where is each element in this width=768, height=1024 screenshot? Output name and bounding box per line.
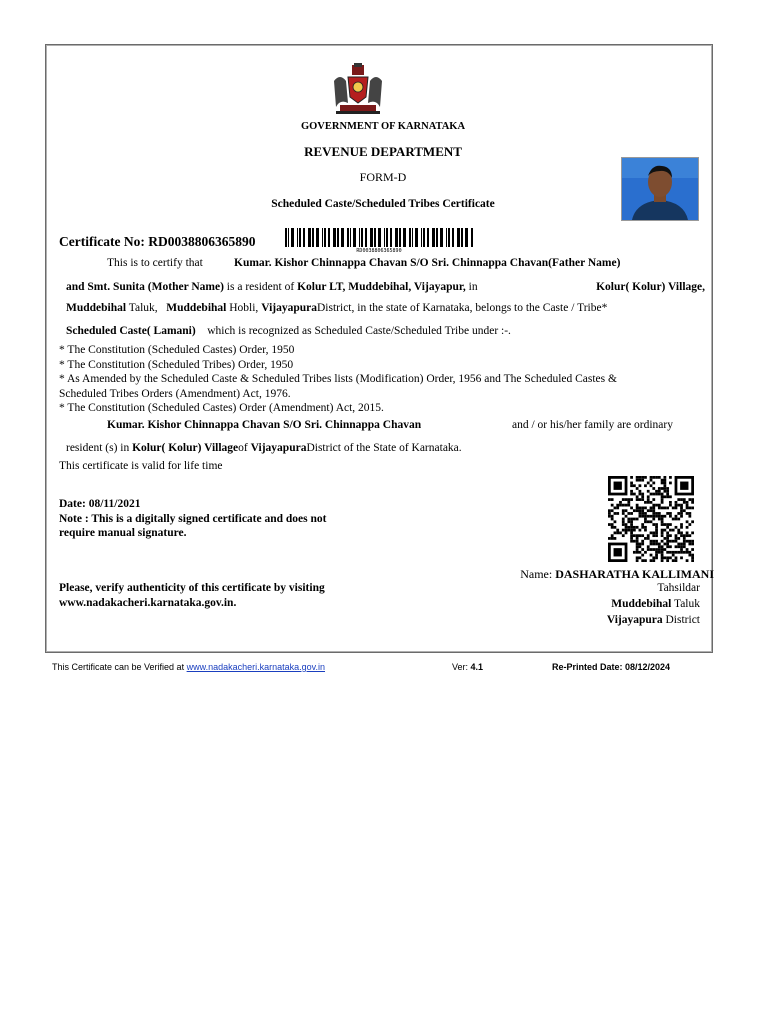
karnataka-emblem-icon — [330, 63, 386, 115]
digital-signature-note: Note : This is a digitally signed certificate and does not — [59, 513, 327, 525]
reprinted-date: Re-Printed Date: 08/12/2024 — [552, 662, 671, 672]
taluk-text: Taluk, — [128, 302, 158, 314]
resident-line — [66, 442, 462, 454]
version-label: Ver: — [452, 662, 469, 672]
caste-name: Scheduled Caste( Lamani) — [66, 325, 196, 337]
verify-url: www.nadakacheri.karnataka.gov.in. — [59, 597, 237, 609]
footer-version — [452, 662, 483, 672]
signatory-district — [607, 614, 700, 626]
version-value: 4.1 — [470, 662, 484, 672]
signatory-taluk-name: Muddebihal — [611, 598, 672, 610]
footer-verify-text: This Certificate can be Verified at — [52, 662, 185, 672]
footer-verify-link[interactable]: www.nadakacheri.karnataka.gov.in — [186, 662, 326, 672]
signatory-name: DASHARATHA KALLIMANI — [555, 567, 714, 581]
taluk-name: Muddebihal — [66, 302, 127, 314]
state-text: District of the State of Karnataka. — [306, 442, 462, 454]
state-caste-text: District, in the state of Karnataka, belongs to the Caste / Tribe* — [317, 302, 608, 314]
mother-name: and Smt. Sunita (Mother Name) — [66, 281, 224, 293]
order-item: * The Constitution (Scheduled Castes) Order, 1950 — [59, 344, 295, 356]
order-item: Scheduled Tribes Orders (Amendment) Act, 1976. — [59, 387, 291, 400]
order-item: * The Constitution (Scheduled Tribes) Order, 1950 — [59, 358, 294, 371]
applicant-repeat: Kumar. Kishor Chinnappa Chavan S/O Sri. Chinnappa Chavan — [107, 419, 422, 431]
order-item: * As Amended by the Scheduled Caste & Scheduled Tribes lists (Modification) Order, 1956 and The Scheduled Castes & — [59, 373, 617, 385]
hobli-text: Hobli, — [229, 302, 259, 314]
certificate-title: Scheduled Caste/Scheduled Tribes Certificate — [271, 198, 495, 210]
resident-district: Vijayapura — [250, 442, 307, 454]
validity-text: This certificate is valid for life time — [59, 460, 223, 472]
barcode-caption: RD0038806365890 — [356, 248, 402, 252]
form-label: FORM-D — [359, 170, 407, 184]
applicant-photo — [621, 157, 699, 221]
department-heading: REVENUE DEPARTMENT — [304, 144, 462, 159]
certificate-number: Certificate No: RD0038806365890 — [59, 234, 256, 249]
ordinary-resident-text: and / or his/her family are ordinary — [512, 419, 673, 431]
signatory-district-label: District — [665, 614, 700, 626]
digital-signature-note-cont: require manual signature. — [59, 527, 187, 539]
order-item: * The Constitution (Scheduled Castes) Order (Amendment) Act, 2015. — [59, 402, 384, 414]
signatory-taluk-label: Taluk — [673, 598, 700, 610]
recognized-text: which is recognized as Scheduled Caste/Scheduled Tribe under :-. — [207, 325, 511, 337]
orders-list — [59, 343, 707, 416]
certify-intro: This is to certify that — [107, 257, 203, 269]
village: Kolur( Kolur) Village, — [596, 281, 705, 293]
barcode-icon — [283, 228, 476, 252]
resident-village: Kolur( Kolur) Village — [132, 442, 239, 454]
residence-line — [66, 281, 705, 293]
signatory-district-name: Vijayapura — [606, 614, 663, 626]
name-label: Name: — [520, 567, 553, 581]
signatory-taluk — [611, 598, 700, 610]
location-line — [66, 302, 607, 314]
in-text: in — [468, 281, 478, 293]
hobli-name: Muddebihal — [166, 302, 227, 314]
address: Kolur LT, Muddebihal, Vijayapur, — [297, 281, 466, 293]
resident-text: is a resident of — [226, 281, 295, 293]
applicant-parent-line: Kumar. Kishor Chinnappa Chavan S/O Sri. Chinnappa Chavan(Father Name) — [234, 257, 621, 269]
verify-instruction: Please, verify authenticity of this certificate by visiting — [59, 582, 325, 594]
resident-in-text: resident (s) in — [66, 442, 130, 454]
of-text: of — [238, 442, 248, 454]
designation: Tahsildar — [657, 582, 700, 594]
district-name: Vijayapura — [261, 302, 317, 314]
qr-code-icon — [605, 476, 697, 562]
footer-verify — [52, 662, 325, 672]
government-heading: GOVERNMENT OF KARNATAKA — [300, 121, 466, 132]
issue-date: Date: 08/11/2021 — [59, 498, 141, 510]
signatory-name-line — [520, 567, 714, 582]
caste-line — [66, 325, 511, 337]
